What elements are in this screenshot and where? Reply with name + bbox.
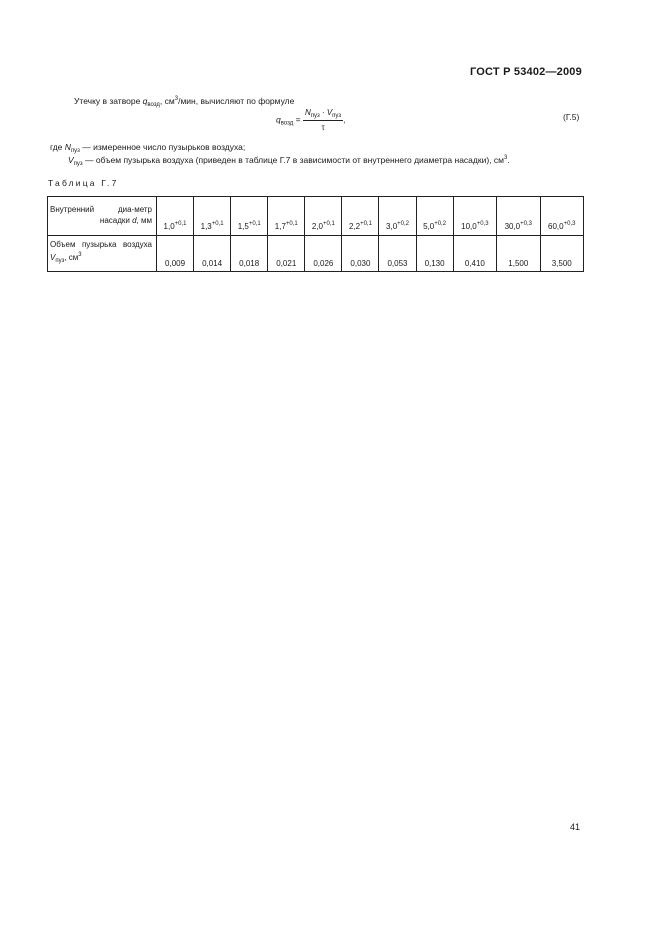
diameter-tolerance: +0,2: [397, 221, 409, 227]
row-header-volume-sup: 3: [78, 252, 82, 258]
formula-numerator: [303, 108, 343, 121]
formula-end: ,: [343, 114, 346, 125]
diameter-tolerance: +0,3: [563, 221, 576, 227]
definition-prefix: где: [50, 142, 65, 152]
diameter-tolerance: +0,3: [476, 221, 489, 227]
definition-v-sub: пуз: [73, 161, 83, 167]
q-symbol: q: [142, 96, 148, 106]
formula-lhs: q: [276, 114, 281, 125]
diameter-value: 2,2: [348, 222, 361, 231]
definition-v: [68, 155, 510, 167]
formula-lhs-sub: возд: [280, 120, 294, 127]
row-header-volume-unit: , см: [64, 253, 79, 262]
diameter-value: 1,5: [237, 222, 249, 231]
row-header-diameter-unit: , мм: [136, 216, 152, 225]
diameter-cell: [305, 197, 342, 236]
formula-fraction: [303, 108, 346, 132]
table-caption: Таблица Г.7: [48, 178, 119, 188]
formula-v-sub: пуз: [332, 113, 342, 119]
formula-n-sub: пуз: [310, 113, 320, 119]
diameter-value: 60,0: [548, 222, 564, 231]
row-header-volume: [48, 236, 157, 272]
diameter-cell: [497, 197, 540, 236]
diameter-value: 3,0: [386, 222, 398, 231]
diameter-tolerance: +0,1: [285, 221, 298, 227]
diameter-value: 2,0: [311, 222, 323, 231]
document-header: ГОСТ Р 53402—2009: [470, 66, 582, 78]
definition-v-text: — объем пузырька воздуха (приведен в таблице Г.7 в зависимости от внутреннего диаметра насадки), см: [82, 155, 504, 165]
intro-prefix: Утечку в затворе: [74, 96, 143, 106]
formula-v: V: [326, 108, 333, 117]
diameter-tolerance: +0,3: [520, 221, 532, 227]
formula-n: N: [304, 108, 311, 117]
diameter-value: 10,0: [461, 222, 477, 231]
definition-n-sub: пуз: [70, 148, 80, 154]
table-row-volume: [48, 236, 584, 272]
page-number: 41: [570, 822, 581, 832]
definition-n-text: — измеренное число пузырьков воздуха;: [79, 142, 246, 152]
row-header-volume-symbol: V: [50, 253, 56, 262]
diameter-value: 1,0: [163, 222, 175, 231]
intro-units-sup: 3: [174, 96, 179, 102]
diameter-value: 5,0: [423, 222, 435, 231]
q-subscript: возд: [147, 102, 160, 108]
definition-v-end: .: [507, 155, 510, 165]
diameter-cell: [416, 197, 453, 236]
diameter-cell: [453, 197, 496, 236]
diameter-cell: [157, 197, 194, 236]
intro-suffix: /мин, вычисляют по формуле: [178, 96, 295, 106]
diameter-value: 30,0: [504, 222, 521, 231]
volume-cell: 3,500: [540, 236, 584, 272]
formula-denominator: τ: [321, 123, 325, 132]
formula-op: ·: [319, 108, 327, 117]
table-row-diameter: [48, 197, 584, 236]
diameter-cell: [540, 197, 584, 236]
row-header-volume-sub: пуз: [55, 258, 65, 264]
volume-cell: 0,009: [157, 236, 194, 272]
diameter-value: 1,3: [200, 222, 212, 231]
volume-cell: 0,026: [305, 236, 342, 272]
diameter-cell: [194, 197, 231, 236]
diameter-tolerance: +0,1: [174, 221, 187, 227]
intro-paragraph: [74, 96, 294, 108]
volume-cell: 0,018: [231, 236, 268, 272]
row-header-diameter-symbol: d: [132, 216, 137, 225]
intro-units: , см: [159, 96, 175, 106]
diameter-cell: [379, 197, 416, 236]
diameter-tolerance: +0,1: [211, 221, 224, 227]
volume-cell: 0,030: [342, 236, 379, 272]
volume-cell: 0,410: [453, 236, 496, 272]
diameter-cell: [268, 197, 305, 236]
diameter-cell: [231, 197, 268, 236]
volume-cell: 0,014: [194, 236, 231, 272]
diameter-tolerance: +0,1: [322, 221, 335, 227]
definition-n-symbol: N: [64, 142, 71, 152]
definition-n: [50, 142, 245, 154]
diameter-cell: [342, 197, 379, 236]
definition-v-sup: 3: [503, 155, 508, 161]
row-header-diameter: [48, 197, 157, 236]
volume-cell: 0,053: [379, 236, 416, 272]
volume-cell: 0,021: [268, 236, 305, 272]
volume-cell: 1,500: [497, 236, 540, 272]
diameter-tolerance: +0,1: [248, 221, 261, 227]
row-header-volume-text: Объем пузырька воздуха: [50, 240, 152, 249]
diameter-tolerance: +0,1: [360, 221, 372, 227]
equation-number: (Г.5): [563, 112, 580, 122]
row-header-diameter-text: Внутренний диа-метр насадки: [50, 205, 152, 225]
bubble-volume-table: [47, 196, 584, 272]
diameter-tolerance: +0,2: [434, 221, 447, 227]
diameter-value: 1,7: [274, 222, 286, 231]
volume-cell: 0,130: [416, 236, 453, 272]
definition-v-symbol: V: [68, 155, 74, 165]
formula: [276, 108, 346, 132]
formula-equals: =: [293, 114, 303, 125]
